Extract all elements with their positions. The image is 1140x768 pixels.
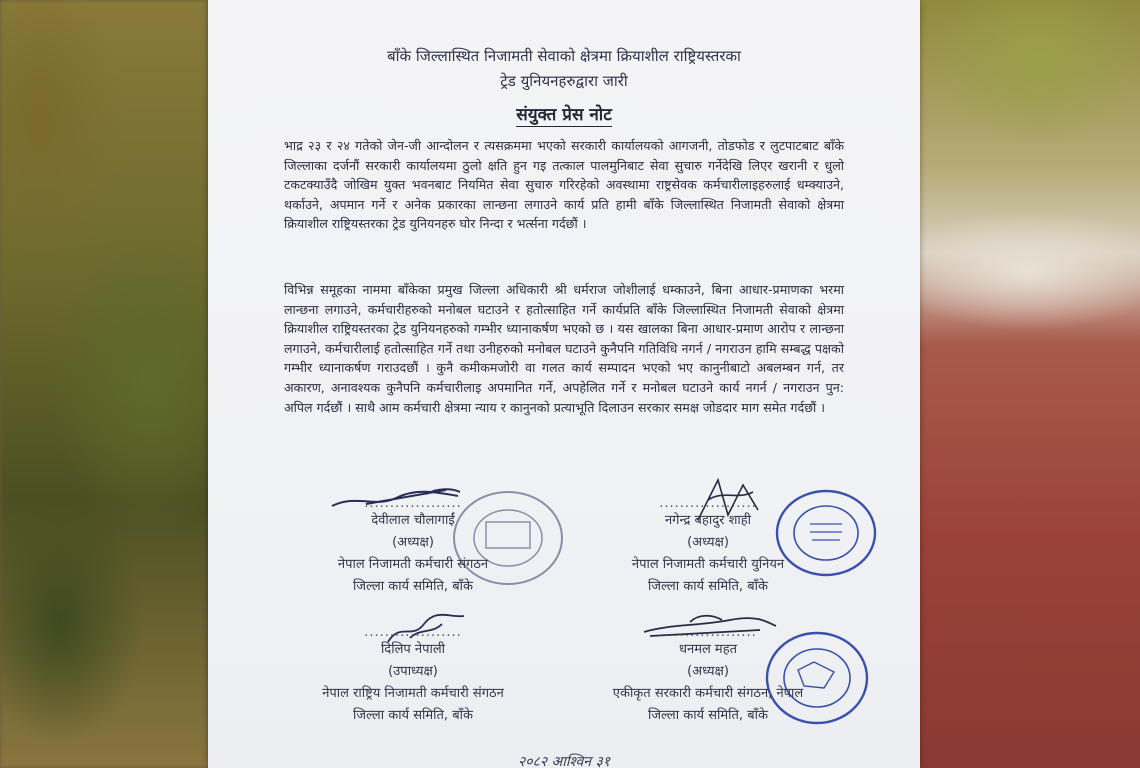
signatory-role: (अध्यक्ष) [687,664,729,679]
signatory-name: देवीलाल चौलागाईं [371,513,455,528]
document-title-text: संयुक्त प्रेस नोट [516,105,612,125]
signature-line: ................... [659,496,757,511]
heading-line-1: बाँके जिल्लास्थित निजामती सेवाको क्षेत्रमा क्रियाशील राष्ट्रियस्तरका [387,47,741,65]
signatory-committee: जिल्ला कार्य समिति, बाँके [648,708,768,723]
document-date: २०८२ आश्विन ३१ [517,754,611,768]
signatory-block-2 [588,498,828,598]
signatory-role: (उपाध्यक्ष) [388,664,438,679]
signatory-committee: जिल्ला कार्य समिति, बाँके [353,708,473,723]
signatory-committee: जिल्ला कार्य समिति, बाँके [648,579,768,594]
signatory-organization: नेपाल निजामती कर्मचारी युनियन [631,557,785,572]
signature-line: ................... [659,625,757,640]
signatory-block-3 [288,627,538,727]
signature-line: ................... [364,496,462,511]
heading-line-2: ट्रेड युनियनहरुद्वारा जारी [500,72,628,90]
press-note-document [208,0,920,768]
signatory-organization: एकीकृत सरकारी कर्मचारी संगठन, नेपाल [612,686,804,701]
signatory-committee: जिल्ला कार्य समिति, बाँके [353,579,473,594]
signatory-name: दिलिप नेपाली [380,642,446,657]
blurred-background-left [0,0,210,768]
document-title [208,102,920,125]
signatory-organization: नेपाल राष्ट्रिय निजामती कर्मचारी संगठन [322,686,504,701]
signatory-role: (अध्यक्ष) [392,535,434,550]
signatory-role: (अध्यक्ष) [687,535,729,550]
paragraph-1: भाद्र २३ र २४ गतेको जेन-जी आन्दोलन र त्यसक्रममा भएको सरकारी कार्यालयको आगजनी, तोडफोड र लुटपाटबाट बाँके जिल्लाका दर्जनौं सरकारी कार्यालयमा ठुलो क्षति हुन गइ तत्काल पालमुनिबाट सेवा सुचारु गर्नेदेखि लिएर खरानी र धुलो टकटक्याउँदै जोखिम युक्त भवनबाट नियमित सेवा सुचारु गरिरहेको अवस्थामा राष्ट्रसेवक कर्मचारीलाइहरुलाई धम्क्याउने, थर्काउने, अपमान गर्ने र अनेक प्रकारका लान्छना लगाउने कार्य प्रति हामी बाँके जिल्लास्थित निजामती सेवाको क्षेत्रमा क्रियाशील राष्ट्रियस्तरका ट्रेड युनियनहरु घोर निन्दा र भर्त्सना गर्दछौं । [284,138,844,232]
signatory-organization: नेपाल निजामती कर्मचारी संगठन [337,557,489,572]
signature-line: ................... [364,625,462,640]
signatory-block-1 [288,498,538,598]
signatory-block-4 [588,627,828,727]
signatory-name: नगेन्द्र बहादुर शाही [664,513,752,528]
signatory-name: धनमल महत [678,642,738,657]
paragraph-2: विभिन्न समूहका नाममा बाँकेका प्रमुख जिल्ला अधिकारी श्री धर्मराज जोशीलाई धम्काउने, बिना आधार-प्रमाणका भरमा लान्छना लगाउने, कर्मचारीहरुको मनोबल घटाउने र हतोत्साहित गर्ने कार्यप्रति बाँके जिल्लास्थित निजामती सेवाको क्षेत्रमा क्रियाशील राष्ट्रियस्तरका ट्रेड युनियनहरुको गम्भीर ध्यानाकर्षण भएको छ । यस खालका बिना आधार-प्रमाण आरोप र लान्छना लगाउने, कर्मचारीलाई हतोत्साहित गर्ने तथा उनीहरुको मनोबल घटाउने कुनैपनि गतिविधि नगर्न / नगराउन हामि सम्बद्ध पक्षको गम्भीर ध्यानाकर्षण गराउदछौं । कुनै कमीकमजोरी वा गलत कार्य सम्पादन भएको भए कानुनीबाटो अबलम्बन गर्न, तर अकारण, अनावश्यक कुनैपनि कर्मचारीलाइ अपमानित गर्ने, अपहेलित गर्ने र मनोबल घटाउने कार्य नगर्न / नगराउन पुन: अपिल गर्दछौं । साथै आम कर्मचारी क्षेत्रमा न्याय र कानुनको प्रत्याभूति दिलाउन सरकार समक्ष जोडदार माग समेत गर्दछौं । [284,282,844,415]
blurred-background-right [918,0,1140,768]
